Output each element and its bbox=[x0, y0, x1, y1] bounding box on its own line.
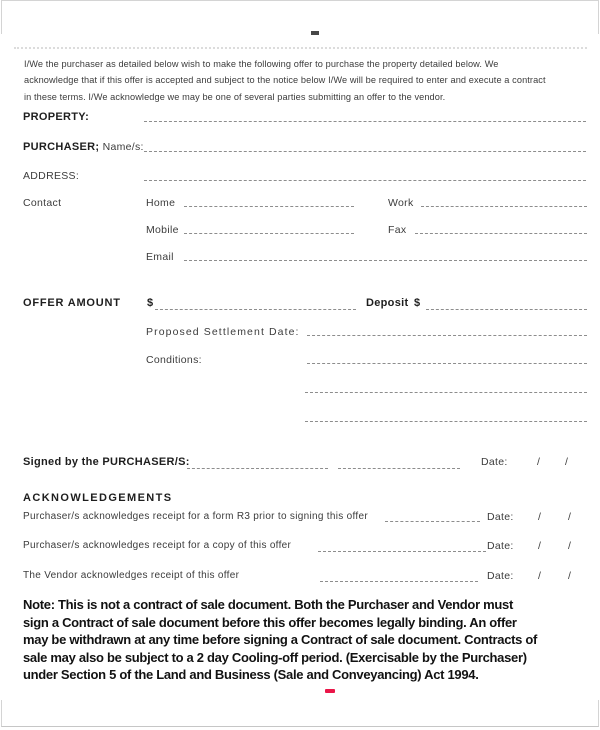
offer-amount-label: OFFER AMOUNT bbox=[23, 297, 121, 309]
signed-by-purchaser-label: Signed by the PURCHASER/S: bbox=[23, 456, 190, 468]
ack-row-3-text: The Vendor acknowledges receipt of this offer bbox=[23, 570, 240, 581]
ack-row-2-text: Purchaser/s acknowledges receipt for a copy of this offer bbox=[23, 540, 292, 551]
page-break-mark bbox=[311, 31, 319, 35]
ack-row-2-date-label: Date: bbox=[487, 540, 514, 552]
ack-row-1-slash-2: / bbox=[568, 511, 572, 523]
intro-line-1: I/We the purchaser as detailed below wish to make the following offer to purchase the property detailed below. We bbox=[24, 59, 499, 69]
deposit-label: Deposit bbox=[366, 297, 409, 309]
ack-row-1-input-line[interactable] bbox=[385, 521, 480, 522]
signed-date-slash-1: / bbox=[537, 456, 541, 468]
deposit-dollar-sign: $ bbox=[414, 297, 421, 309]
mobile-input-line[interactable] bbox=[184, 233, 354, 234]
ack-row-1-text: Purchaser/s acknowledges receipt for a form R3 prior to signing this offer bbox=[23, 511, 368, 522]
intro-line-2: acknowledge that if this offer is accepted and subject to the notice below I/We will be required to enter and execute a contract bbox=[24, 75, 546, 86]
settlement-date-label: Proposed Settlement Date: bbox=[146, 326, 300, 338]
signed-date-slash-2: / bbox=[565, 456, 569, 468]
intro-paragraph bbox=[24, 56, 590, 105]
conditions-label: Conditions: bbox=[146, 354, 202, 366]
fax-label: Fax bbox=[388, 224, 407, 236]
home-label: Home bbox=[146, 197, 176, 209]
settlement-date-input-line[interactable] bbox=[307, 335, 587, 336]
note-line-1: Note: This is not a contract of sale document. Both the Purchaser and Vendor must bbox=[23, 597, 514, 612]
property-input-line[interactable] bbox=[144, 121, 586, 122]
acknowledgements-heading: ACKNOWLEDGEMENTS bbox=[23, 492, 173, 504]
purchaser-label-row bbox=[23, 141, 144, 153]
note-line-4: sale may also be subject to a 2 day Cooling-off period. (Exercisable by the Purchaser) bbox=[23, 649, 527, 665]
intro-line-3: in these terms. I/We acknowledge we may be one of several parties submitting an offer to the vendor. bbox=[24, 91, 446, 102]
signed-date-label: Date: bbox=[481, 456, 508, 468]
legal-note bbox=[23, 596, 591, 684]
property-label: PROPERTY: bbox=[23, 111, 90, 123]
work-label: Work bbox=[388, 197, 414, 209]
dotted-separator bbox=[14, 47, 587, 49]
ack-row-2-slash-1: / bbox=[538, 540, 542, 552]
conditions-input-line-1[interactable] bbox=[307, 363, 587, 364]
purchaser-signature-line-1[interactable] bbox=[187, 468, 328, 469]
email-label: Email bbox=[146, 251, 174, 263]
deposit-input-line[interactable] bbox=[426, 309, 587, 310]
note-line-2: sign a Contract of sale document before this offer becomes legally binding. An offer bbox=[23, 614, 517, 630]
address-input-line[interactable] bbox=[144, 180, 586, 181]
email-input-line[interactable] bbox=[184, 260, 587, 261]
ack-row-1-slash-1: / bbox=[538, 511, 542, 523]
fax-input-line[interactable] bbox=[415, 233, 587, 234]
conditions-input-line-3[interactable] bbox=[305, 421, 587, 422]
note-line-5: under Section 5 of the Land and Business (Sale and Conveyancing) Act 1994. bbox=[23, 667, 479, 683]
ack-row-3-input-line[interactable] bbox=[320, 581, 478, 582]
purchaser-name-label: Name/s: bbox=[102, 141, 144, 153]
address-label: ADDRESS: bbox=[23, 170, 80, 182]
purchaser-label: PURCHASER; bbox=[23, 141, 100, 153]
ack-row-3-date-label: Date: bbox=[487, 570, 514, 582]
ack-row-3-slash-1: / bbox=[538, 570, 542, 582]
purchaser-signature-line-2[interactable] bbox=[338, 468, 460, 469]
mobile-label: Mobile bbox=[146, 224, 179, 236]
home-input-line[interactable] bbox=[184, 206, 354, 207]
work-input-line[interactable] bbox=[421, 206, 587, 207]
ack-row-3-slash-2: / bbox=[568, 570, 572, 582]
offer-amount-input-line[interactable] bbox=[155, 309, 356, 310]
purchaser-name-input-line[interactable] bbox=[144, 151, 586, 152]
ack-row-2-input-line[interactable] bbox=[318, 551, 486, 552]
red-section-break-mark bbox=[325, 689, 335, 693]
offer-dollar-sign: $ bbox=[147, 297, 154, 309]
ack-row-1-date-label: Date: bbox=[487, 511, 514, 523]
next-page-top-edge bbox=[1, 700, 599, 727]
previous-page-bottom-edge bbox=[1, 0, 599, 34]
contact-label: Contact bbox=[23, 197, 62, 209]
ack-row-2-slash-2: / bbox=[568, 540, 572, 552]
conditions-input-line-2[interactable] bbox=[305, 392, 587, 393]
note-line-3: may be withdrawn at any time before signing a Contract of sale document. Contracts of bbox=[23, 632, 538, 648]
